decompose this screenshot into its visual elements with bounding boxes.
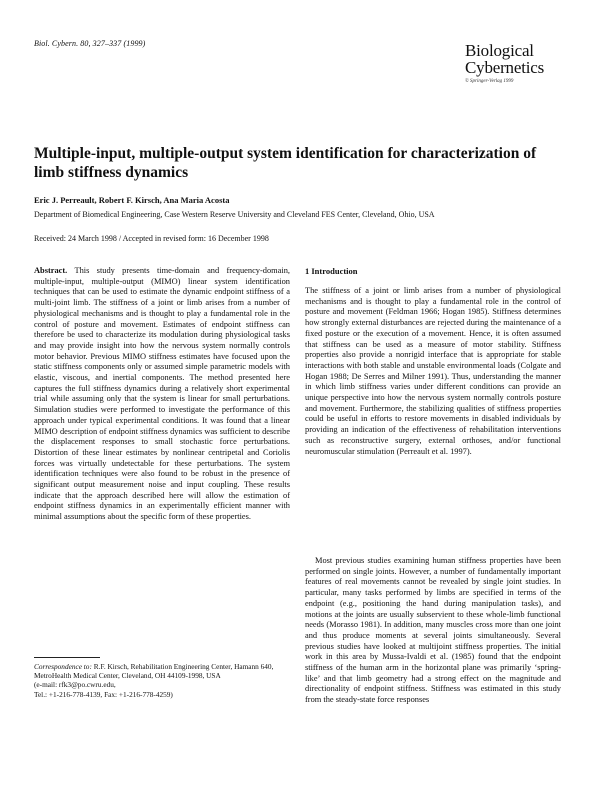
correspondence-footnote: [34, 662, 296, 699]
article-authors: Eric J. Perreault, Robert F. Kirsch, Ana Maria Acosta: [34, 195, 230, 205]
abstract-text: This study presents time-domain and frequency-domain, multiple-input, multiple-output (MIMO) linear system identification techniques that can be used to estimate the dynamic endpoint stiffness of a multi-joint limb. The stiffness of a joint or limb arises from a number of physiological mechanisms and is thought to play a fundamental role in the control of posture and movement. Estimates of endpoint stiffness can therefore be used to characterize its modulation during physiological tasks and may provide insight into how the nervous system normally controls motor behavior. Previous MIMO stiffness estimates have focused upon the static stiffness components only or assumed simple parametric models with elastic, viscous, and inertial components. The method presented here captures the full stiffness dynamics during a relatively short experimental trial while assuming only that the system is linear for small perturbations. Simulation studies were performed to investigate the performance of this approach under typical experimental conditions. It was found that a linear MIMO description of endpoint stiffness dynamics was sufficient to describe the displacement responses to small stochastic force perturbations. Distortion of these linear estimates by nonlinear centripetal and Coriolis forces was virtually undetectable for these perturbations. The system identification techniques were also found to be robust in the presence of significant output measurement noise and input coupling. These results indicate that the approach described here will allow the estimation of endpoint stiffness dynamics in an experimentally efficient manner with minimal assumptions about the specific form of these properties.: [34, 266, 290, 522]
article-received-dates: Received: 24 March 1998 / Accepted in revised form: 16 December 1998: [34, 234, 269, 243]
article-title: Multiple-input, multiple-output system identification for characterization of limb stiffness dynamics: [34, 145, 537, 181]
abstract-label: Abstract.: [34, 266, 68, 275]
journal-logo-line1: Biological: [465, 41, 534, 60]
footnote-label: Correspondence to:: [34, 662, 92, 671]
footnote-email: (e-mail: rfk3@po.cwru.edu,: [34, 680, 116, 690]
journal-logo-line3: © Springer-Verlag 1999: [465, 79, 514, 84]
introduction-paragraph-2: Most previous studies examining human stiffness properties have been performed on single joints. However, a number of fundamentally important features of real movements cannot be revealed by single joint studies. In particular, many tasks performed by limbs are specified in terms of the endpoint (e.g., positioning the hand during manipulation tasks), and motions at the joints are usually subservient to these whole-limb functional needs (Morasso 1981). In addition, many muscles cross more than one joint and thus produce moments at several joints simultaneously. Several previous studies have looked at multijoint stiffness properties. The initial work in this area by Mussa-Ivaldi et al. (1985) found that the endpoint stiffness of the human arm in the horizontal plane was primarily ‘spring-like’ and that limb geometry had a strong effect on the magnitude and directionality of endpoint stiffness. Stiffness was estimated in this study from the steady-state force responses: [305, 556, 561, 705]
footnote-address: R.F. Kirsch, Rehabilitation Engineering Center, Hamann 640, MetroHealth Medical Center, Cleveland, OH 44109-1998, USA: [34, 662, 274, 681]
journal-logo-line2: Cybernetics: [465, 58, 544, 77]
journal-citation: Biol. Cybern. 80, 327–337 (1999): [34, 39, 146, 48]
abstract: [34, 266, 290, 523]
introduction-paragraph-1: The stiffness of a joint or limb arises from a number of physiological mechanisms and is thought to play a fundamental role in the control of posture and movement (Feldman 1966; Hogan 1985). Stiffness determines how strongly external disturbances are rejected during the maintenance of a fixed posture or the execution of a movement. Hence, it is often assumed that stiffness can be used as a measure of motor stability. Stiffness properties also provide a nonrigid interface that is appropriate for stable interactions with both stable and unstable environmental loads (Colgate and Hogan 1988; De Serres and Milner 1991). Thus, understanding the manner in which limb stiffness varies under different conditions can provide an unique perspective into how the nervous system normally controls posture and movement. Furthermore, the stabilizing qualities of stiffness properties could be useful in efforts to restore movements in disabled individuals by providing an indication of the effectiveness of rehabilitation interventions such as reconstructive surgery, external orthoses, and/or functional neuromuscular stimulation (Perreault et al. 1997).: [305, 286, 561, 456]
journal-logo: [465, 42, 575, 84]
article-affiliation: Department of Biomedical Engineering, Case Western Reserve University and Cleveland FES Center, Cleveland, Ohio, USA: [34, 210, 435, 219]
footnote-phone: Tel.: +1-216-778-4139, Fax: +1-216-778-4259): [34, 689, 173, 699]
footnote-divider: [34, 657, 100, 658]
section-heading-introduction: 1 Introduction: [305, 266, 358, 276]
